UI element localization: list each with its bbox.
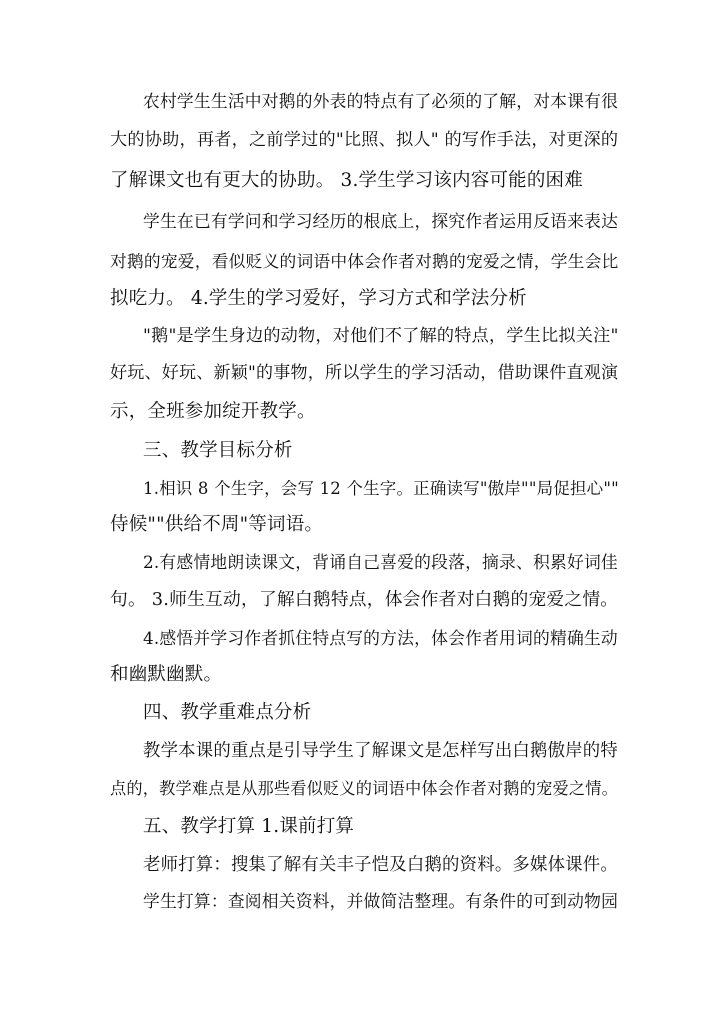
text-line-9: 示，全班参加绽开教学。: [110, 401, 316, 422]
text-line-13: 2.有感情地朗读课文，背诵自己喜爱的段落，摘录、积累好词佳: [143, 552, 618, 572]
text-line-19: 点的，教学难点是从那些看似贬义的词语中体会作者对鹅的宠爱之情。: [110, 779, 619, 798]
text-line-2: 大的协助，再者，之前学过的"比照、拟人" 的写作手法，对更深的: [110, 130, 619, 150]
section-heading-3: 三、教学目标分析: [143, 440, 293, 461]
text-line-4: 学生在已有学问和学习经历的根底上，探究作者运用反语来表达: [143, 211, 619, 231]
text-line-21: 老师打算：搜集了解有关丰子恺及白鹅的资料。多媒体课件。: [143, 855, 618, 875]
text-line-18: 教学本课的重点是引导学生了解课文是怎样写出白鹅傲岸的特: [143, 741, 618, 761]
text-line-22: 学生打算：查阅相关资料，并做简洁整理。有条件的可到动物园: [143, 891, 619, 911]
section-heading-4: 四、教学重难点分析: [143, 702, 312, 723]
text-line-16: 和幽默幽默。: [110, 664, 223, 685]
text-line-5: 对鹅的宠爱，看似贬义的词语中体会作者对鹅的宠爱之情，学生会比: [110, 251, 619, 271]
text-line-12: 侍候""供给不周"等词语。: [110, 514, 324, 535]
text-line-3: 了解课文也有更大的协助。 3.学生学习该内容可能的困难: [110, 170, 583, 191]
text-line-14: 句。 3.师生互动，了解白鹅特点，体会作者对白鹅的宠爱之情。: [110, 590, 619, 610]
text-line-11: 1.相识 8 个生字，会写 12 个生字。正确读写"傲岸""局促担心"": [143, 479, 619, 498]
text-line-6: 拟吃力。 4.学生的学习爱好，学习方式和学法分析: [110, 288, 527, 309]
text-line-7: "鹅"是学生身边的动物，对他们不了解的特点，学生比拟关注": [143, 326, 619, 346]
section-heading-5: 五、教学打算 1.课前打算: [143, 816, 355, 837]
text-line-1: 农村学生生活中对鹅的外表的特点有了必须的了解，对本课有很: [143, 91, 619, 111]
text-line-15: 4.感悟并学习作者抓住特点写的方法，体会作者用词的精确生动: [143, 628, 618, 648]
text-line-8: 好玩、好玩、新颖"的事物，所以学生的学习活动，借助课件直观演: [110, 363, 619, 383]
